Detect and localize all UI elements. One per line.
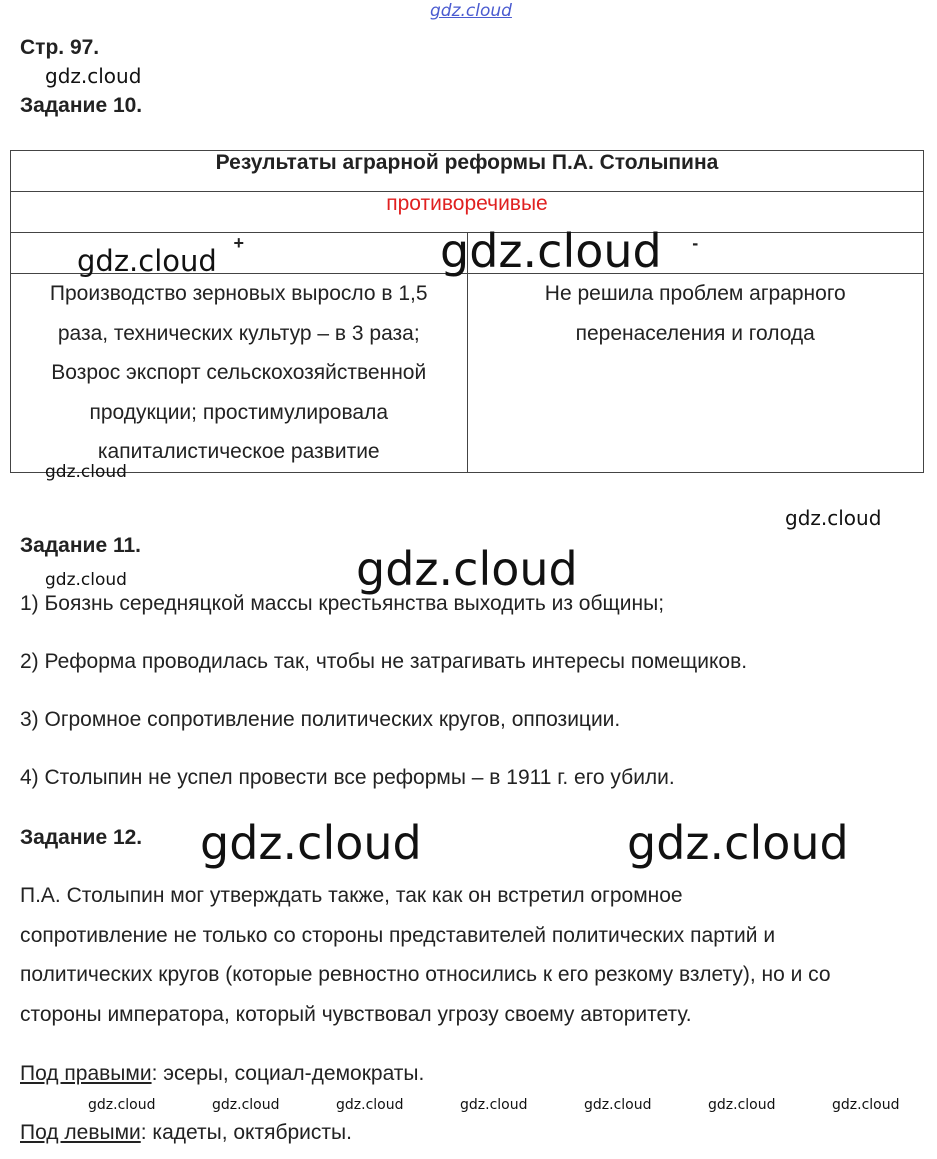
minus-line: перенаселения и голода: [575, 321, 815, 345]
watermark-tiny: gdz.cloud: [460, 1097, 528, 1113]
watermark-small: gdz.cloud: [45, 570, 127, 590]
plus-line: Производство зерновых выросло в 1,5: [49, 282, 428, 305]
watermark-large: gdz.cloud: [627, 816, 849, 870]
watermark-large: gdz.cloud: [200, 816, 422, 870]
watermark-medium: gdz.cloud: [77, 244, 217, 278]
plus-line: Возрос экспорт сельскохозяйственной: [51, 361, 427, 384]
task12-line: сопротивление не только со стороны представителей политических партий и: [20, 924, 776, 947]
watermark-top[interactable]: gdz.cloud: [430, 1, 512, 21]
watermark-tiny: gdz.cloud: [832, 1097, 900, 1113]
minus-cell: [467, 274, 924, 473]
watermark-tiny: gdz.cloud: [584, 1097, 652, 1113]
watermark-small: gdz.cloud: [45, 64, 142, 88]
plus-line: продукции; простимулировала: [89, 400, 389, 424]
task12-heading: Задание 12.: [20, 826, 143, 849]
left-parties-text: : кадеты, октябристы.: [140, 1121, 352, 1144]
watermark-tiny: gdz.cloud: [88, 1097, 156, 1113]
task10-heading: Задание 10.: [20, 94, 143, 117]
minus-header: -: [467, 233, 924, 274]
watermark-small: gdz.cloud: [785, 506, 882, 530]
table-title: Результаты аграрной реформы П.А. Столыпина: [11, 151, 924, 192]
right-parties-line: [20, 1054, 424, 1093]
left-parties-label: Под левыми: [20, 1121, 141, 1144]
watermark-large: gdz.cloud: [440, 224, 662, 278]
watermark-tiny: gdz.cloud: [708, 1097, 776, 1113]
task12-line: стороны императора, который чувствовал угрозу своему авторитету.: [20, 1003, 692, 1026]
plus-cell: [11, 274, 468, 473]
right-parties-text: : эсеры, социал-демократы.: [151, 1062, 425, 1085]
page-reference: Стр. 97.: [20, 36, 100, 59]
task11-heading: Задание 11.: [20, 534, 141, 557]
task11-item: 2) Реформа проводилась так, чтобы не затрагивать интересы помещиков.: [20, 650, 748, 673]
watermark-tiny: gdz.cloud: [212, 1097, 280, 1113]
task12-line: политических кругов (которые ревностно относились к его резкому взлету), но и со: [20, 963, 831, 986]
watermark-tiny: gdz.cloud: [336, 1097, 404, 1113]
plus-header: +: [11, 233, 468, 274]
left-parties-line: [20, 1113, 352, 1152]
task11-item: 3) Огромное сопротивление политических кругов, оппозиции.: [20, 708, 621, 731]
plus-line: капиталистическое развитие: [97, 440, 380, 463]
plus-line: раза, технических культур – в 3 раза;: [57, 321, 420, 345]
minus-line: Не решила проблем аграрного: [544, 282, 846, 305]
task11-item: 1) Боязнь середняцкой массы крестьянства выходить из общины;: [20, 592, 665, 615]
task11-item: 4) Столыпин не успел провести все реформы – в 1911 г. его убили.: [20, 766, 675, 789]
right-parties-label: Под правыми: [20, 1062, 152, 1085]
watermark-large: gdz.cloud: [356, 542, 578, 596]
watermark-small: gdz.cloud: [45, 462, 127, 482]
task12-line: П.А. Столыпин мог утверждать также, так как он встретил огромное: [20, 884, 683, 907]
table-subtitle: противоречивые: [11, 192, 924, 233]
results-table: [10, 150, 924, 473]
